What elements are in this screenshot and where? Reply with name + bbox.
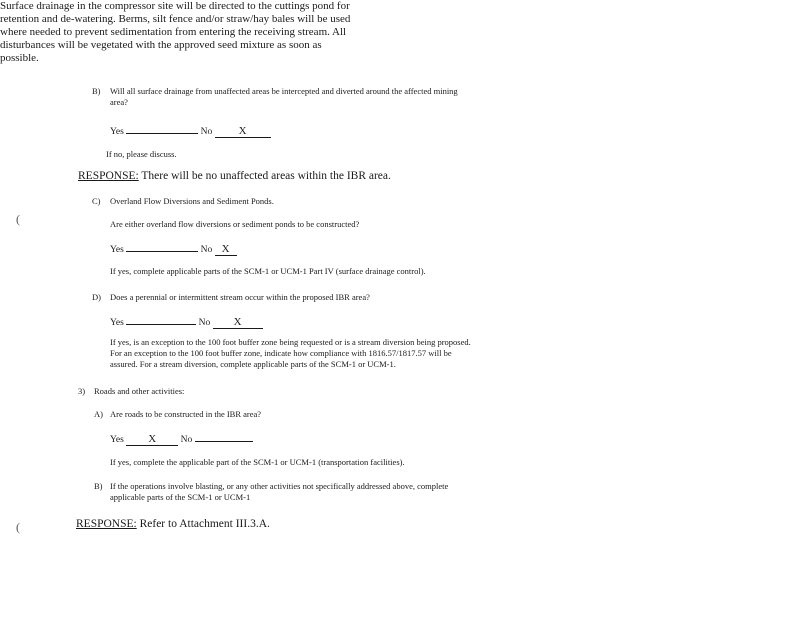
question-a-label: A) <box>94 409 103 419</box>
question-b1-label: B) <box>92 86 101 96</box>
question-d-label: D) <box>92 292 101 302</box>
question-c-answer <box>110 242 237 256</box>
section-3-label: 3) <box>78 386 86 396</box>
intro-paragraph <box>0 0 400 65</box>
question-b1-text-line2: area? <box>110 97 128 107</box>
yes-blank <box>126 315 196 325</box>
response-label: RESPONSE: <box>78 170 139 182</box>
margin-mark: ( <box>16 520 20 534</box>
paragraph-line: assured. For a stream diversion, complete applicable parts of the SCM-1 or UCM-1. <box>110 359 396 369</box>
question-b2-label: B) <box>94 481 103 491</box>
question-d-answer <box>110 315 263 329</box>
no-blank <box>195 432 253 442</box>
question-c-label: C) <box>92 196 101 206</box>
intro-line: possible. <box>0 52 39 64</box>
intro-line: where needed to prevent sedimentation from entering the receiving stream. All <box>0 26 347 38</box>
yes-blank <box>126 242 198 252</box>
question-c-text: Are either overland flow diversions or sediment ponds to be constructed? <box>110 219 360 229</box>
section-3-title: Roads and other activities: <box>94 386 185 396</box>
yes-label: Yes <box>110 435 124 445</box>
response-1 <box>78 170 391 182</box>
response-text: There will be no unaffected areas within the IBR area. <box>141 170 391 182</box>
question-d-text: Does a perennial or intermittent stream occur within the proposed IBR area? <box>110 292 370 302</box>
question-b1-answer <box>110 124 271 138</box>
yes-checkmark: X <box>126 433 178 446</box>
intro-line: Surface drainage in the compressor site will be directed to the cuttings pond for <box>0 0 350 12</box>
paragraph-line: For an exception to the 100 foot buffer zone, indicate how compliance with 1816.57/1817.57 will be <box>110 348 452 358</box>
intro-line: disturbances will be vegetated with the approved seed mixture as soon as <box>0 39 322 51</box>
paragraph-line: If yes, is an exception to the 100 foot buffer zone being requested or is a stream diversion being proposed. <box>110 337 471 347</box>
response-text: Refer to Attachment III.3.A. <box>139 518 270 530</box>
no-checkmark: X <box>215 125 271 138</box>
question-a-answer <box>110 432 253 446</box>
question-b1-text-line1: Will all surface drainage from unaffected areas be intercepted and diverted around the affected mining <box>110 86 458 96</box>
no-label: No <box>200 245 213 255</box>
question-b2-text-line1: If the operations involve blasting, or any other activities not specifically addressed above, complete <box>110 481 449 491</box>
yes-label: Yes <box>110 245 124 255</box>
question-c-if-yes: If yes, complete applicable parts of the SCM-1 or UCM-1 Part IV (surface drainage control). <box>110 266 426 276</box>
margin-mark: ( <box>16 212 20 226</box>
yes-label: Yes <box>110 318 124 328</box>
intro-line: retention and de-watering. Berms, silt fence and/or straw/hay bales will be used <box>0 13 351 25</box>
no-label: No <box>200 127 213 137</box>
response-2 <box>76 518 270 530</box>
no-label: No <box>198 318 211 328</box>
question-a-if-yes: If yes, complete the applicable part of the SCM-1 or UCM-1 (transportation facilities). <box>110 457 405 467</box>
question-c-title: Overland Flow Diversions and Sediment Ponds. <box>110 196 274 206</box>
no-label: No <box>180 435 193 445</box>
no-checkmark: X <box>213 316 263 329</box>
yes-label: Yes <box>110 127 124 137</box>
response-label: RESPONSE: <box>76 518 137 530</box>
question-d-paragraph <box>110 337 550 370</box>
no-checkmark: X <box>215 243 237 256</box>
question-b2-text-line2: applicable parts of the SCM-1 or UCM-1 <box>110 492 251 502</box>
question-b1-if-no: If no, please discuss. <box>106 149 177 159</box>
yes-blank <box>126 124 198 134</box>
question-a-text: Are roads to be constructed in the IBR area? <box>110 409 262 419</box>
